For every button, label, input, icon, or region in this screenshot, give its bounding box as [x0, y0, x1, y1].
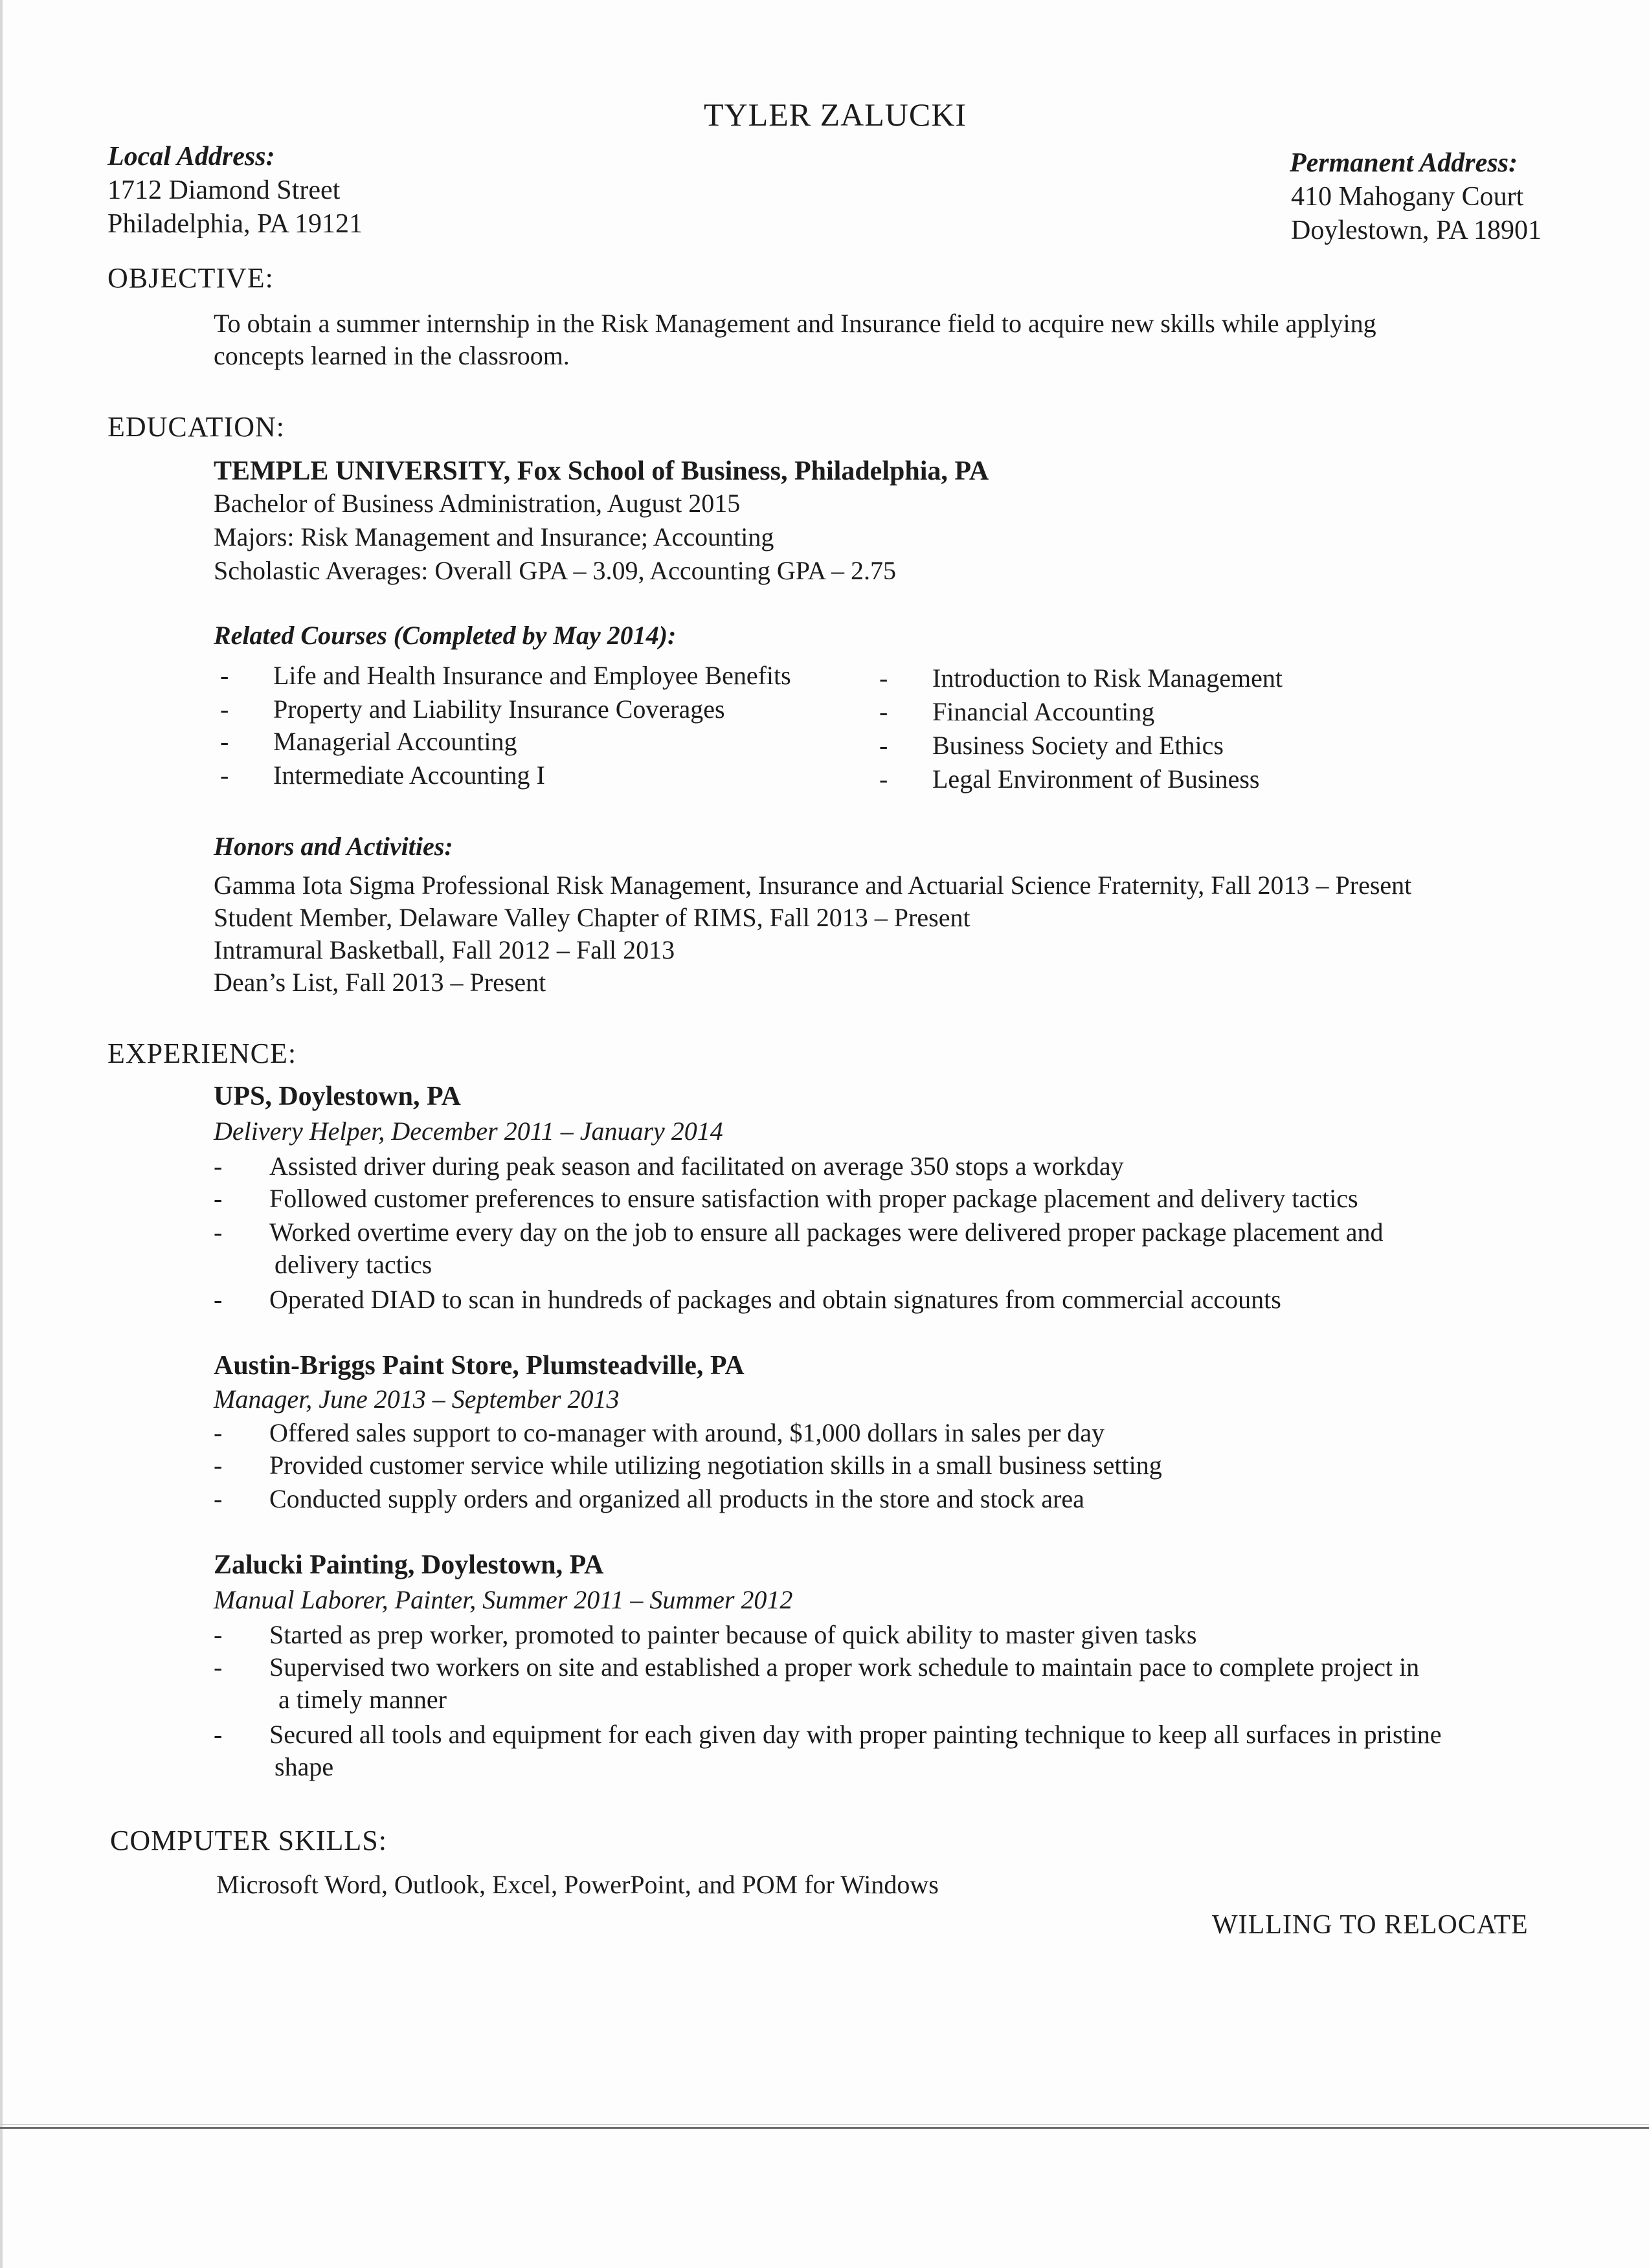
candidate-name: TYLER ZALUCKI	[704, 96, 967, 133]
bullet-dash: -	[214, 1451, 223, 1480]
job-bullet: Operated DIAD to scan in hundreds of packages and obtain signatures from commercial accounts	[269, 1285, 1281, 1314]
relocate-note: WILLING TO RELOCATE	[1212, 1910, 1529, 1940]
bullet-dash: -	[220, 727, 229, 756]
bullet-dash: -	[214, 1720, 223, 1749]
job-bullet: Conducted supply orders and organized all products in the store and stock area	[269, 1484, 1084, 1513]
degree: Bachelor of Business Administration, August 2015	[214, 489, 741, 518]
job-bullet-continuation: delivery tactics	[275, 1250, 432, 1279]
honor-item: Gamma Iota Sigma Professional Risk Management, Insurance and Actuarial Science Fraternity, Fall 2013 – Present	[214, 871, 1412, 900]
local-address-line1: 1712 Diamond Street	[107, 175, 341, 205]
honor-item: Student Member, Delaware Valley Chapter of RIMS, Fall 2013 – Present	[214, 903, 970, 932]
job-bullet: Offered sales support to co-manager with around, $1,000 dollars in sales per day	[269, 1418, 1105, 1447]
computer-skills-text: Microsoft Word, Outlook, Excel, PowerPoint, and POM for Windows	[216, 1870, 939, 1899]
computer-skills-heading: COMPUTER SKILLS:	[110, 1825, 387, 1856]
bullet-dash: -	[214, 1151, 223, 1181]
bullet-dash: -	[220, 695, 229, 724]
experience-heading: EXPERIENCE:	[107, 1038, 297, 1069]
course-item: Intermediate Accounting I	[273, 761, 545, 790]
course-item: Managerial Accounting	[273, 727, 517, 756]
permanent-address-line2: Doylestown, PA 18901	[1291, 216, 1542, 245]
bullet-dash: -	[879, 731, 888, 760]
job-bullet: Followed customer preferences to ensure satisfaction with proper package placement and delivery tactics	[269, 1184, 1358, 1213]
scan-shadow-line	[0, 2124, 1649, 2125]
honor-item: Dean’s List, Fall 2013 – Present	[214, 968, 546, 997]
job-role: Manual Laborer, Painter, Summer 2011 – Summer 2012	[214, 1585, 793, 1614]
course-item: Life and Health Insurance and Employee Benefits	[273, 661, 791, 690]
course-item: Legal Environment of Business	[932, 764, 1260, 794]
scan-edge	[0, 0, 3, 2268]
objective-heading: OBJECTIVE:	[107, 262, 274, 294]
job-bullet: Worked overtime every day on the job to ensure all packages were delivered proper package placement and	[269, 1217, 1384, 1247]
gpa: Scholastic Averages: Overall GPA – 3.09, Accounting GPA – 2.75	[214, 556, 897, 585]
honors-heading: Honors and Activities:	[214, 832, 453, 861]
employer-name: Zalucki Painting, Doylestown, PA	[214, 1550, 604, 1580]
bullet-dash: -	[220, 761, 229, 790]
job-bullet-continuation: a timely manner	[278, 1685, 447, 1714]
bullet-dash: -	[879, 764, 888, 794]
bullet-dash: -	[214, 1484, 223, 1513]
school-name: TEMPLE UNIVERSITY, Fox School of Business, Philadelphia, PA	[214, 456, 989, 486]
employer-name: Austin-Briggs Paint Store, Plumsteadville, PA	[214, 1351, 745, 1381]
local-address-line2: Philadelphia, PA 19121	[107, 209, 363, 239]
job-bullet: Provided customer service while utilizing negotiation skills in a small business setting	[269, 1451, 1162, 1480]
job-bullet: Secured all tools and equipment for each given day with proper painting technique to keep all surfaces in pristine	[269, 1720, 1442, 1749]
courses-heading: Related Courses (Completed by May 2014):	[214, 621, 677, 650]
objective-line2: concepts learned in the classroom.	[214, 341, 570, 370]
permanent-address-heading: Permanent Address:	[1290, 148, 1518, 178]
bullet-dash: -	[214, 1620, 223, 1649]
course-item: Property and Liability Insurance Coverages	[273, 695, 725, 724]
course-item: Introduction to Risk Management	[932, 663, 1283, 693]
job-bullet: Supervised two workers on site and established a proper work schedule to maintain pace to complete project in	[269, 1652, 1420, 1682]
bullet-dash: -	[879, 663, 888, 693]
bullet-dash: -	[214, 1652, 223, 1682]
job-bullet: Assisted driver during peak season and facilitated on average 350 stops a workday	[269, 1151, 1124, 1181]
job-role: Manager, June 2013 – September 2013	[214, 1384, 620, 1414]
bullet-dash: -	[214, 1184, 223, 1213]
bullet-dash: -	[214, 1285, 223, 1314]
job-bullet-continuation: shape	[275, 1752, 334, 1781]
permanent-address-line1: 410 Mahogany Court	[1291, 182, 1524, 212]
course-item: Business Society and Ethics	[932, 731, 1224, 760]
scan-page-edge	[0, 2127, 1649, 2129]
majors: Majors: Risk Management and Insurance; Accounting	[214, 522, 774, 551]
education-heading: EDUCATION:	[107, 411, 285, 443]
job-role: Delivery Helper, December 2011 – January 2014	[214, 1117, 723, 1146]
honor-item: Intramural Basketball, Fall 2012 – Fall 2013	[214, 935, 675, 964]
course-item: Financial Accounting	[932, 697, 1155, 726]
job-bullet: Started as prep worker, promoted to painter because of quick ability to master given tasks	[269, 1620, 1197, 1649]
objective-line1: To obtain a summer internship in the Risk Management and Insurance field to acquire new skills while applying	[214, 309, 1376, 338]
local-address-heading: Local Address:	[107, 142, 275, 172]
bullet-dash: -	[879, 697, 888, 726]
bullet-dash: -	[214, 1418, 223, 1447]
employer-name: UPS, Doylestown, PA	[214, 1082, 461, 1111]
bullet-dash: -	[220, 661, 229, 690]
bullet-dash: -	[214, 1217, 223, 1247]
